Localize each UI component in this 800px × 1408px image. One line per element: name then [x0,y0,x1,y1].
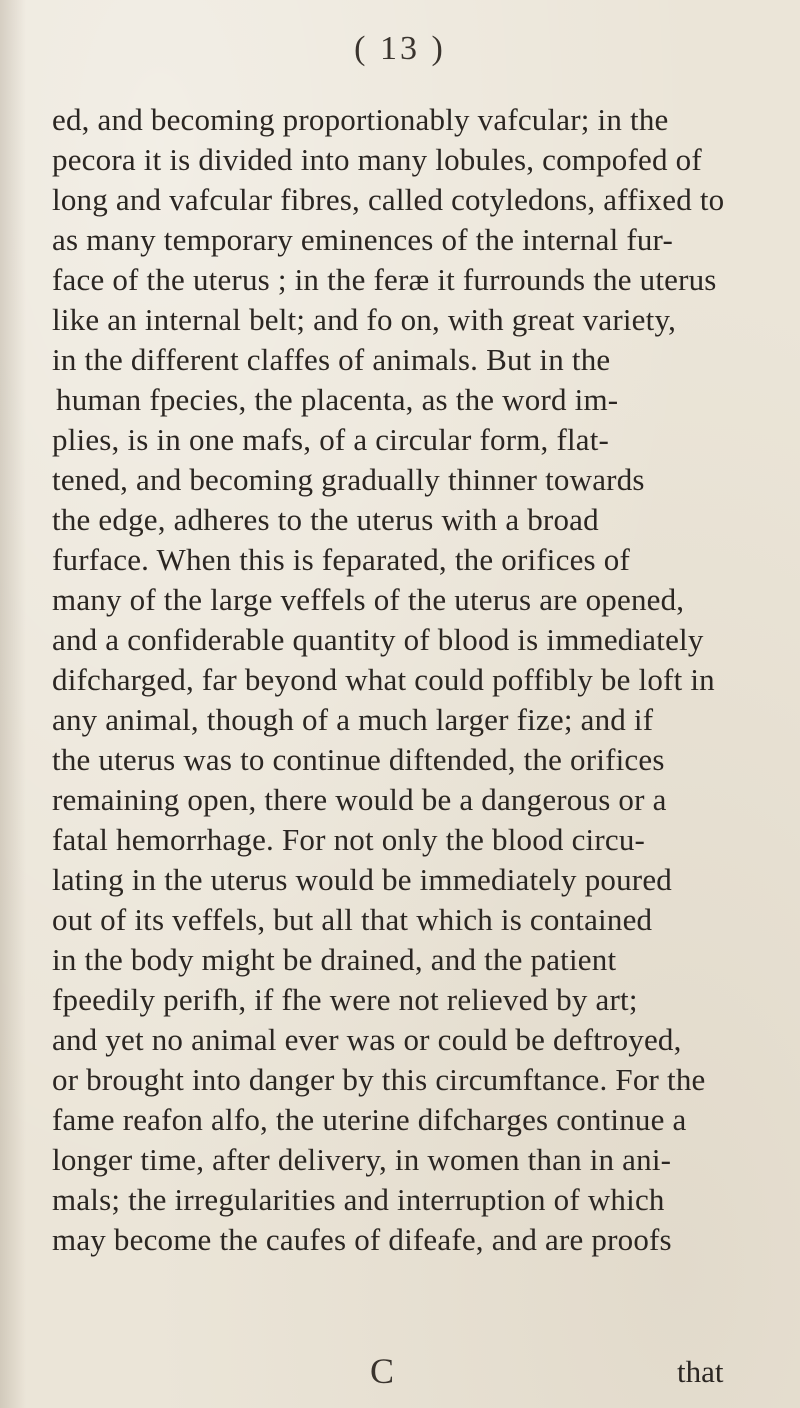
text-line: ed, and becoming proportionably vafcular; in the [52,102,669,137]
text-line: in the body might be drained, and the patient [52,942,617,977]
text-line: furface. When this is feparated, the orifices of [52,542,630,577]
text-line: like an internal belt; and fo on, with great variety, [52,302,677,337]
catchword: that [677,1354,724,1389]
text-line: or brought into danger by this circumftance. For the [52,1062,706,1097]
text-line: face of the uterus ; in the feræ it furrounds the uterus [52,262,717,297]
text-line: lating in the uterus would be immediately poured [52,862,672,897]
text-line: difcharged, far beyond what could poffibly be loft in [52,662,715,697]
text-line: mals; the irregularities and interruption of which [52,1182,665,1217]
text-line: long and vafcular fibres, called cotyledons, affixed to [52,182,725,217]
text-line: in the different claffes of animals. But in the [52,342,611,377]
text-line: pecora it is divided into many lobules, compofed of [52,142,702,177]
text-line: remaining open, there would be a dangerous or a [52,782,667,817]
text-line: longer time, after delivery, in women than in ani- [52,1142,672,1177]
page-gutter-shadow [0,0,26,1408]
text-line: plies, is in one mafs, of a circular form, flat- [52,422,610,457]
text-line: the edge, adheres to the uterus with a broad [52,502,599,537]
text-line: fame reafon alfo, the uterine difcharges continue a [52,1102,687,1137]
text-line: may become the caufes of difeafe, and are proofs [52,1222,672,1257]
page-number: ( 13 ) [354,30,446,67]
text-line: and yet no animal ever was or could be deftroyed, [52,1022,682,1057]
text-line: and a confiderable quantity of blood is immediately [52,622,704,657]
text-line: human fpecies, the placenta, as the word im- [56,382,619,417]
page-footer [0,1350,800,1394]
text-line: as many temporary eminences of the internal fur- [52,222,673,257]
text-line: the uterus was to continue diftended, the orifices [52,742,665,777]
signature-mark: C [370,1351,395,1391]
text-line: any animal, though of a much larger fize; and if [52,702,654,737]
text-line: fpeedily perifh, if fhe were not relieved by art; [52,982,638,1017]
text-line: fatal hemorrhage. For not only the blood circu- [52,822,646,857]
text-line: tened, and becoming gradually thinner towards [52,462,645,497]
text-line: many of the large veffels of the uterus are opened, [52,582,685,617]
text-line: out of its veffels, but all that which is contained [52,902,653,937]
